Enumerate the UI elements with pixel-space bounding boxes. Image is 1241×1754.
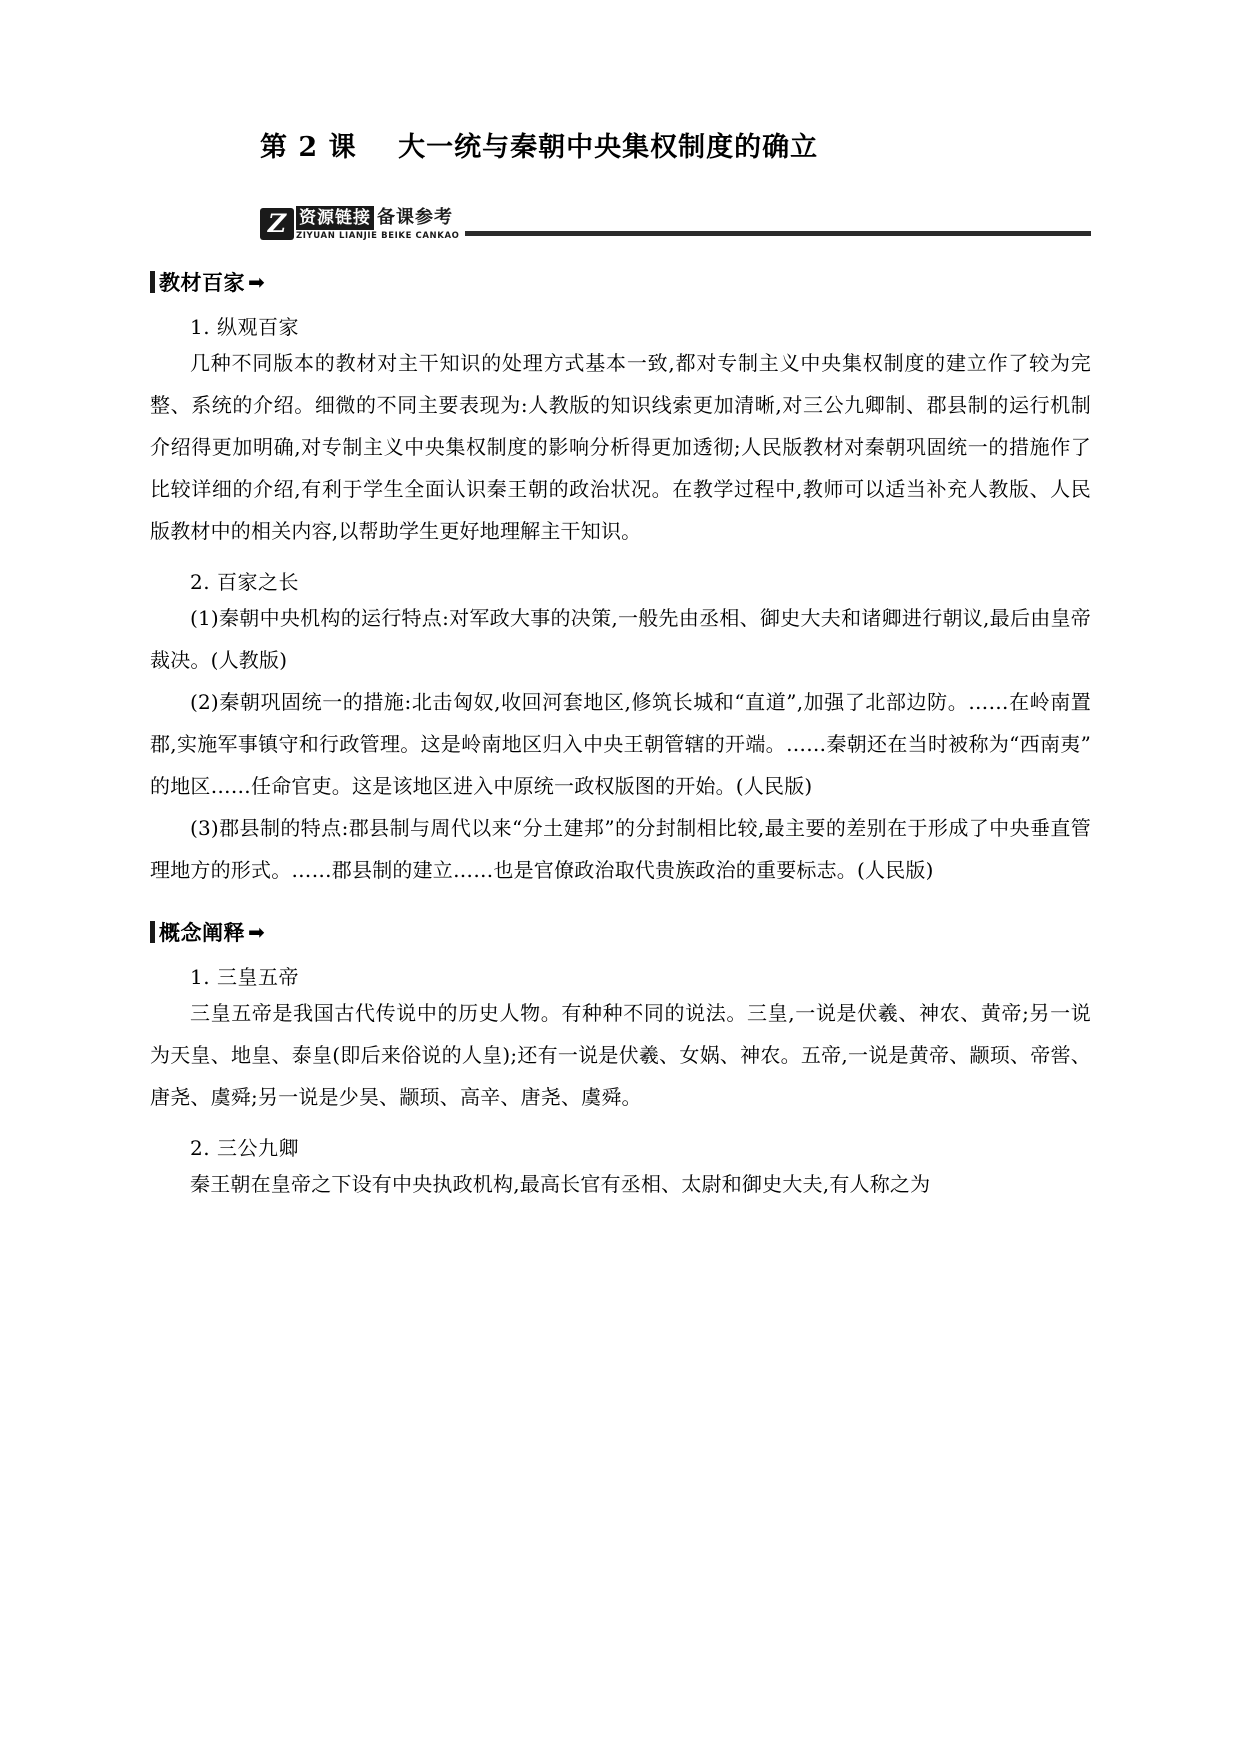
paragraph: (1)秦朝中央机构的运行特点:对军政大事的决策,一般先由丞相、御史大夫和诸卿进行朝议,最后由皇帝裁决。(人教版) [150,606,1091,673]
paragraph: 三皇五帝是我国古代传说中的历史人物。有种种不同的说法。三皇,一说是伏羲、神农、黄帝;另一说为天皇、地皇、泰皇(即后来俗说的人皇);还有一说是伏羲、女娲、神农。五帝,一说是黄帝、颛顼、帝喾、唐尧、虞舜;另一说是少昊、颛顼、高辛、唐尧、虞舜。 [150,1001,1091,1110]
banner-pinyin: ZIYUAN LIANJIE BEIKE CANKAO [296,231,460,242]
paragraph: (3)郡县制的特点:郡县制与周代以来“分土建邦”的分封制相比较,最主要的差别在于形成了中央垂直管理地方的形式。……郡县制的建立……也是官僚政治取代贵族政治的重要标志。(人民版) [150,816,1091,883]
resource-link-banner [260,203,1091,241]
subsection-heading: 2. 百家之长 [190,570,299,595]
section-header-jiaocai-baijia [150,267,1091,297]
section-label: 概念阐释 [159,920,245,946]
page-title: 第 2 课 大一统与秦朝中央集权制度的确立 [260,132,819,163]
subsection-heading: 2. 三公九卿 [190,1136,299,1161]
section-bar-icon [150,921,155,943]
section-bar-icon [150,271,155,293]
logo-letter-z-icon: Z [260,208,294,240]
paragraph: 秦王朝在皇帝之下设有中央执政机构,最高长官有丞相、太尉和御史大夫,有人称之为 [190,1172,931,1197]
arrow-right-icon: ➡ [248,920,265,945]
subsection-heading: 1. 三皇五帝 [190,965,299,990]
banner-plain-label: 备课参考 [377,207,453,229]
paragraph: (2)秦朝巩固统一的措施:北击匈奴,收回河套地区,修筑长城和“直道”,加强了北部边防。……在岭南置郡,实施军事镇守和行政管理。这是岭南地区归入中央王朝管辖的开端。……秦朝还在当时被称为“西南夷”的地区……任命官吏。这是该地区进入中原统一政权版图的开始。(人民版) [150,690,1091,799]
paragraph: 几种不同版本的教材对主干知识的处理方式基本一致,都对专制主义中央集权制度的建立作了较为完整、系统的介绍。细微的不同主要表现为:人教版的知识线索更加清晰,对三公九卿制、郡县制的运行机制介绍得更加明确,对专制主义中央集权制度的影响分析得更加透彻;人民版教材对秦朝巩固统一的措施作了比较详细的介绍,有利于学生全面认识秦王朝的政治状况。在教学过程中,教师可以适当补充人教版、人民版教材中的相关内容,以帮助学生更好地理解主干知识。 [150,351,1091,544]
banner-logo-text [296,206,459,241]
banner-logo [260,206,459,241]
banner-dark-label: 资源链接 [296,206,374,230]
section-header-gainian-chanshi [150,917,1091,947]
section-label: 教材百家 [159,270,245,296]
subsection-heading: 1. 纵观百家 [190,315,299,340]
arrow-right-icon: ➡ [248,270,265,295]
banner-rule [465,231,1091,236]
